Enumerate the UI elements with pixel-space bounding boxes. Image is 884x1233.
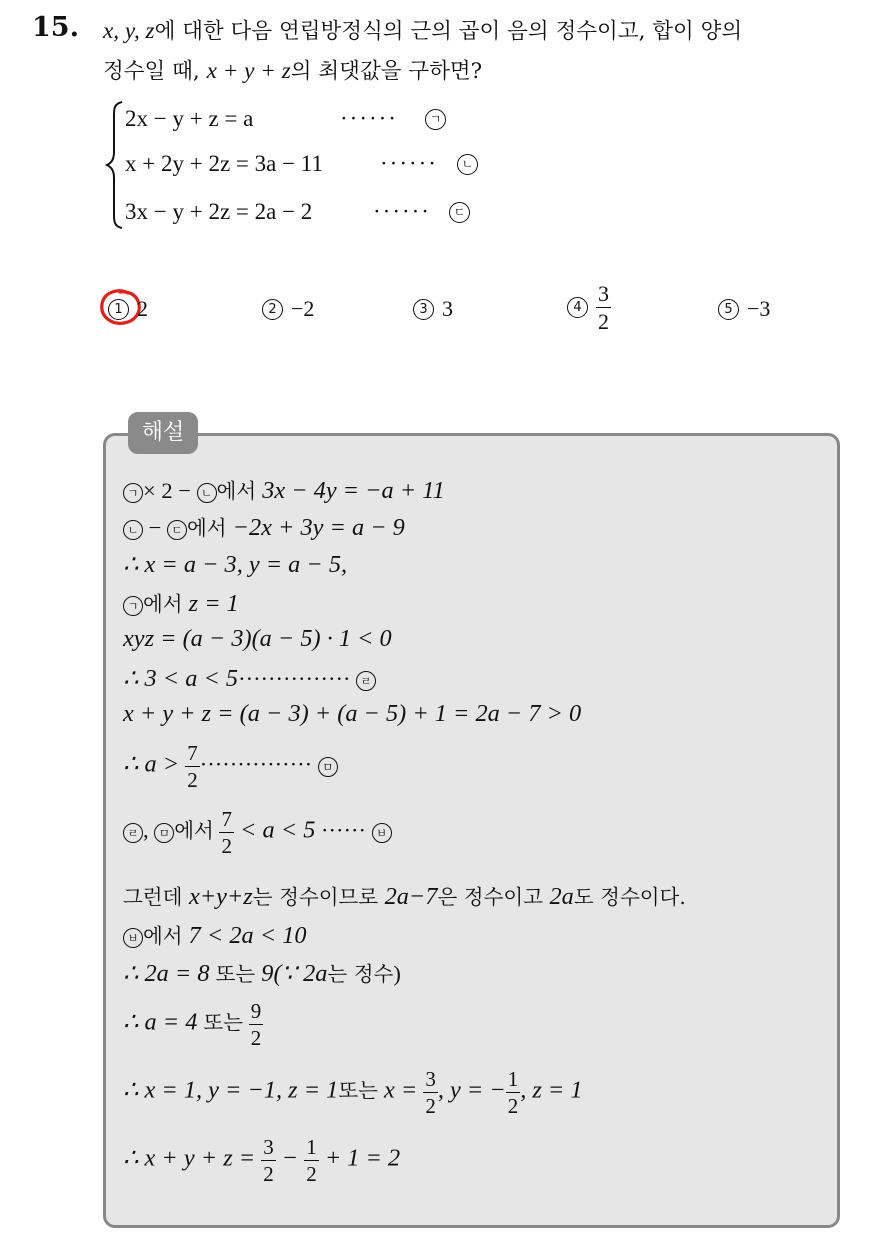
sol-9-k: 에서 — [174, 818, 214, 843]
choice-4-mark: 4 — [567, 297, 588, 318]
sol-2-k: 에서 — [186, 516, 227, 540]
sol-14-k: 또는 — [338, 1078, 378, 1103]
sol-13-num: 9 — [249, 1000, 264, 1025]
sol-6-dots: ··············· — [238, 666, 351, 691]
sol-1-b: 3x − 4y = −a + 11 — [256, 477, 445, 504]
sol-12-a: ∴ 2a = 8 — [123, 960, 216, 987]
equation-1 — [125, 106, 442, 132]
choice-4-fraction — [596, 282, 611, 333]
mark-digeut: ㄷ — [167, 520, 187, 540]
sol-14-n1: 3 — [423, 1068, 438, 1093]
question-vars: x, y, z — [103, 18, 155, 44]
solution-line-15 — [123, 1136, 400, 1185]
question-expr: x + y + z — [206, 58, 291, 84]
solution-line-2 — [123, 511, 405, 542]
mark-giyeok: ㄱ — [123, 596, 143, 616]
sol-7: x + y + z = (a − 3) + (a − 5) + 1 = 2a − 7 > 0 — [123, 700, 582, 727]
solution-line-13 — [123, 1000, 263, 1049]
sol-1-a: × 2 − — [143, 478, 197, 503]
sol-13-a: ∴ a = 4 — [123, 1008, 204, 1036]
sol-9-den: 2 — [221, 834, 232, 859]
sol-15-c: + 1 = 2 — [318, 1144, 401, 1172]
solution-line-14 — [123, 1068, 583, 1117]
sol-10-k2: 는 정수이므로 — [252, 885, 385, 909]
sol-5: xyz = (a − 3)(a − 5) · 1 < 0 — [123, 625, 392, 652]
choice-4-denominator: 2 — [598, 309, 609, 335]
choice-3-value: 3 — [442, 296, 453, 321]
sol-6-a: ∴ 3 < a < 5 — [123, 665, 239, 692]
mark-nieun: ㄴ — [197, 483, 217, 503]
sol-15-fraction-1 — [261, 1136, 276, 1185]
sol-14-fraction-2 — [506, 1068, 521, 1117]
solution-line-7 — [123, 700, 581, 728]
sol-15-n2: 1 — [304, 1136, 319, 1161]
question-line-2 — [103, 54, 482, 85]
sol-15-a: ∴ x + y + z = — [123, 1144, 262, 1172]
sol-3: ∴ x = a − 3, y = a − 5, — [123, 551, 348, 578]
sol-4-k: 에서 — [143, 592, 183, 616]
sol-9-b: < a < 5 — [233, 816, 316, 844]
sol-15-fraction-2 — [304, 1136, 319, 1185]
sol-8-a: ∴ a > — [123, 750, 186, 778]
question-number: 15. — [32, 12, 79, 43]
sol-12-b: 9(∵ 2a — [255, 960, 328, 987]
sol-12-k2: 는 정수 — [327, 962, 394, 986]
sol-13-k: 또는 — [203, 1010, 244, 1035]
sol-8-dots: ··············· — [199, 751, 313, 777]
sol-8-den: 2 — [187, 768, 198, 793]
equation-3-mark: ㄷ — [449, 202, 470, 223]
mark-bieup: ㅂ — [123, 928, 143, 948]
sol-4-b: z = 1 — [182, 590, 239, 617]
left-brace-icon — [105, 100, 125, 230]
sol-14-d2: 2 — [507, 1094, 519, 1119]
sol-10-k4: 도 정수이다. — [573, 885, 686, 909]
equation-2 — [125, 151, 474, 177]
mark-rieul: ㄹ — [356, 671, 376, 691]
mark-rieul: ㄹ — [123, 823, 143, 843]
sol-12-c: ) — [393, 961, 401, 986]
sol-15-d2: 2 — [306, 1162, 317, 1187]
sol-11-k: 에서 — [143, 924, 183, 948]
equation-3-expr: 3x − y + 2z = 2a − 2 — [125, 199, 313, 224]
sol-12-k1: 또는 — [215, 962, 256, 986]
equation-1-mark: ㄱ — [425, 109, 446, 130]
solution-label: 해설 — [128, 412, 198, 454]
question-text-2b: 의 최댓값을 구하면? — [290, 59, 483, 84]
choice-3[interactable] — [413, 296, 453, 322]
choice-2-mark: 2 — [262, 299, 283, 320]
mark-mieum: ㅁ — [154, 823, 174, 843]
equation-1-expr: 2x − y + z = a — [125, 106, 254, 131]
choice-1-mark: 1 — [108, 299, 129, 320]
sol-11-b: 7 < 2a < 10 — [182, 922, 307, 949]
solution-line-8 — [123, 742, 338, 791]
solution-line-5 — [123, 625, 392, 653]
sol-2-a: − — [143, 515, 167, 540]
sol-2-b: −2x + 3y = a − 9 — [226, 514, 405, 541]
question-text-1: 에 대한 다음 연립방정식의 근의 곱이 음의 정수이고, 합이 양의 — [154, 19, 743, 44]
sol-10-e1: x+y+z — [188, 883, 253, 910]
sol-14-c: , y = − — [437, 1076, 506, 1104]
sol-14-e: , z = 1 — [520, 1076, 583, 1104]
equation-3 — [125, 199, 466, 225]
equation-3-dots: ······ — [373, 199, 431, 224]
sol-14-d1: 2 — [425, 1094, 436, 1119]
sol-15-n1: 3 — [261, 1136, 276, 1161]
sol-9-fraction — [219, 808, 234, 857]
mark-mieum: ㅁ — [318, 757, 338, 777]
equation-1-dots: ······ — [340, 106, 398, 131]
solution-line-3 — [123, 549, 347, 579]
solution-line-11 — [123, 919, 307, 950]
sol-9-dots: ······ — [321, 817, 366, 843]
choice-2[interactable] — [262, 296, 314, 322]
equation-system — [105, 100, 505, 230]
sol-10-k3: 은 정수이고 — [437, 885, 550, 909]
sol-13-fraction — [249, 1000, 264, 1049]
choice-3-mark: 3 — [413, 299, 434, 320]
mark-giyeok: ㄱ — [123, 483, 143, 503]
solution-line-4 — [123, 587, 239, 618]
sol-14-fraction-1 — [423, 1068, 438, 1117]
choice-5-value: −3 — [747, 296, 771, 321]
solution-line-1 — [123, 474, 445, 505]
question-text-2a: 정수일 때, — [103, 59, 207, 84]
choice-1-value: 2 — [137, 296, 148, 321]
sol-9-sep: , — [143, 817, 155, 843]
sol-10-k1: 그런데 — [123, 885, 189, 909]
solution-line-12 — [123, 957, 401, 988]
solution-line-9 — [123, 808, 392, 857]
mark-nieun: ㄴ — [123, 520, 143, 540]
sol-15-b: − — [275, 1144, 305, 1172]
solution-line-6 — [123, 663, 376, 693]
mark-bieup: ㅂ — [372, 823, 392, 843]
sol-14-n2: 1 — [506, 1068, 521, 1093]
choice-2-value: −2 — [291, 296, 315, 321]
choice-5-mark: 5 — [718, 299, 739, 320]
choice-4[interactable] — [567, 282, 611, 333]
equation-2-expr: x + 2y + 2z = 3a − 11 — [125, 151, 323, 176]
sol-8-num: 7 — [185, 742, 200, 767]
sol-8-fraction — [185, 742, 200, 791]
sol-1-k: 에서 — [216, 479, 257, 503]
choice-4-numerator: 3 — [596, 282, 611, 308]
choice-1[interactable] — [108, 296, 148, 322]
equation-2-dots: ······ — [380, 151, 438, 176]
sol-10-e2: 2a−7 — [384, 883, 438, 910]
choice-5[interactable] — [718, 296, 770, 322]
sol-13-den: 2 — [250, 1026, 262, 1051]
sol-15-d1: 2 — [263, 1162, 274, 1187]
sol-10-e3: 2a — [549, 883, 574, 910]
sol-14-b: x = — [377, 1076, 424, 1104]
sol-9-num: 7 — [219, 808, 234, 833]
solution-line-10 — [123, 880, 686, 911]
sol-14-a: ∴ x = 1, y = −1, z = 1 — [123, 1076, 339, 1104]
question-line-1 — [103, 14, 742, 45]
equation-2-mark: ㄴ — [457, 154, 478, 175]
